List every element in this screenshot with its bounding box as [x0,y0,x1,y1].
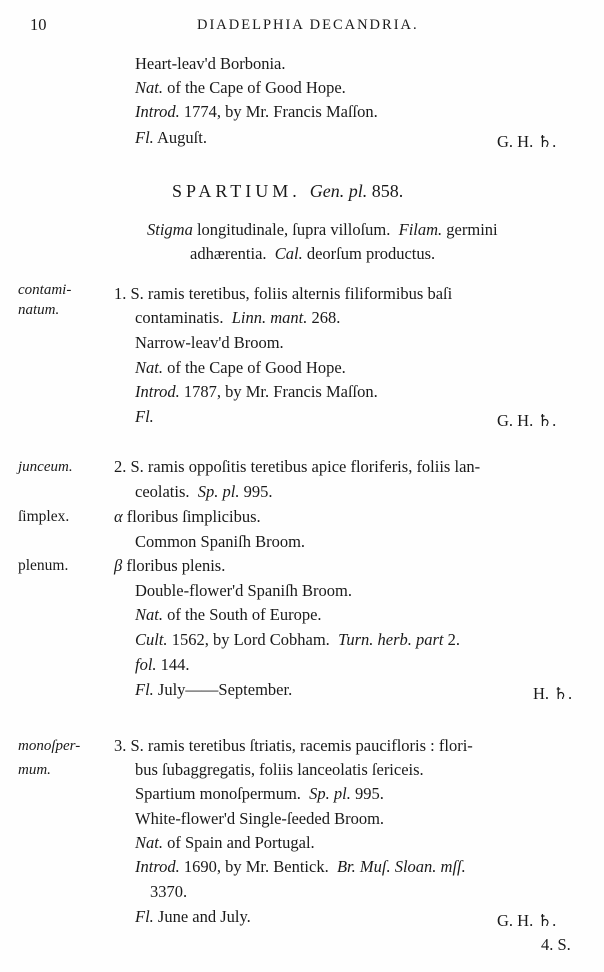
species-diagnosis: 1. S. ramis teretibus, foliis alternis filiformibus baſi [114,284,453,303]
margin-epithet: junceum. [18,459,73,475]
running-title: DIADELPHIA DECANDRIA. [197,17,419,33]
cult-line: Cult. 1562, by Lord Cobham. Turn. herb. part 2. [135,630,460,649]
flower-line: Fl. [135,407,154,426]
introd-line: Introd. 1787, by Mr. Francis Maſſon. [135,382,378,401]
culture-mark: H. ♄. [533,684,573,703]
species-diagnosis: contaminatis. Linn. mant. 268. [135,308,341,327]
catchword: 4. S. [541,935,571,954]
native-line: Nat. of the South of Europe. [135,605,322,624]
margin-variety: plenum. [18,557,69,574]
margin-epithet: monoſper- [18,738,81,754]
species-diagnosis: 2. S. ramis oppoſitis teretibus apice floriferis, foliis lan- [114,457,481,476]
genus-heading: SPARTIUM. Gen. pl. 858. [172,181,404,201]
margin-variety: ſimplex. [18,508,70,525]
native-line: Nat. of the Cape of Good Hope. [135,78,346,97]
introd-line: 3370. [150,882,188,901]
culture-mark: G. H. ♄. [497,132,557,151]
flower-line: Fl. June and July. [135,907,251,926]
flower-line: Fl. July——September. [135,680,293,699]
culture-mark: G. H. ♄. [497,411,557,430]
cult-line: fol. 144. [135,655,190,674]
species-diagnosis: bus ſubaggregatis, foliis lanceolatis ſericeis. [135,760,424,779]
introd-line: Introd. 1774, by Mr. Francis Maſſon. [135,102,378,121]
margin-epithet: natum. [18,302,60,318]
variety-line: β floribus plenis. [114,556,226,575]
margin-epithet: contami- [18,282,72,298]
introd-line: Introd. 1690, by Mr. Bentick. Br. Muſ. Sloan. mſſ. [135,857,466,876]
native-line: Nat. of the Cape of Good Hope. [135,358,346,377]
native-line: Nat. of Spain and Portugal. [135,833,315,852]
species-diagnosis: ceolatis. Sp. pl. 995. [135,482,273,501]
common-name: White-flower'd Single-ſeeded Broom. [135,809,385,828]
genus-character-line-1: Stigma longitudinale, ſupra villoſum. Filam. germini [147,220,498,239]
species-diagnosis: 3. S. ramis teretibus ſtriatis, racemis paucifloris : flori- [114,736,473,755]
variety-line: α floribus ſimplicibus. [114,507,261,526]
margin-epithet: mum. [18,762,51,778]
synonym-line: Spartium monoſpermum. Sp. pl. 995. [135,784,384,803]
common-name: Heart-leav'd Borbonia. [135,54,286,73]
page-number: 10 [30,15,47,34]
common-name: Narrow-leav'd Broom. [135,333,284,352]
culture-mark: G. H. ♄. [497,911,557,930]
flower-line: Fl. Auguſt. [135,128,207,147]
common-name: Double-flower'd Spaniſh Broom. [135,581,352,600]
common-name: Common Spaniſh Broom. [135,532,306,551]
genus-character-line-2: adhærentia. Cal. deorſum productus. [190,244,436,263]
